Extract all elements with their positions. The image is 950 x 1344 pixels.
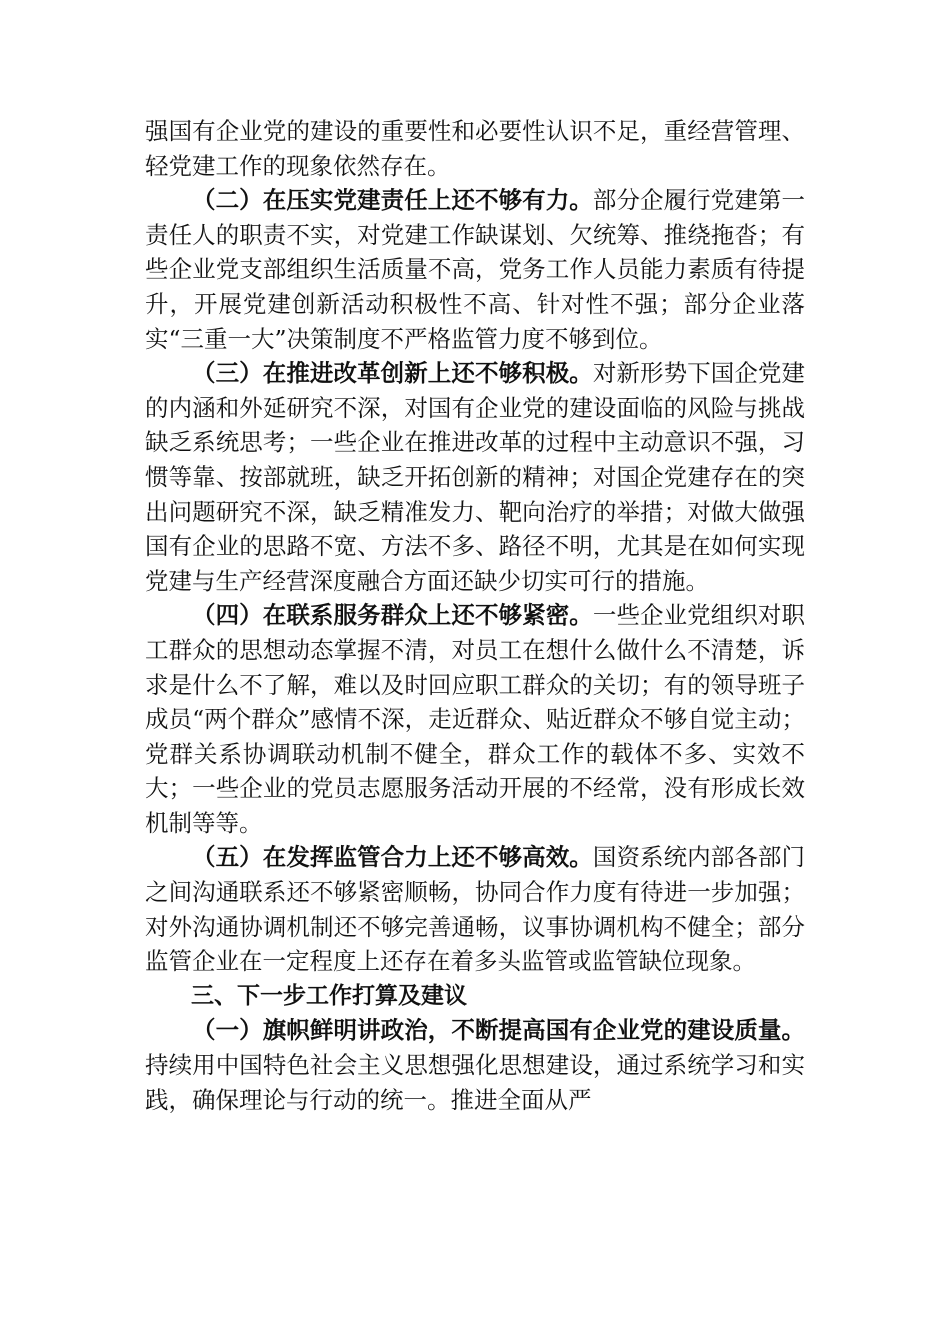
paragraph-body: 一些企业党组织对职工群众的思想动态掌握不清，对员工在想什么做什么不清楚，诉求是什么不了解，难以及时回应职工群众的关切；有的领导班子成员“两个群众”感情不深，走近群众、贴近群众不够自觉主动；党群关系协调联动机制不健全，群众工作的载体不多、实效不大；一些企业的党员志愿服务活动开展的不经常，没有形成长效机制等等。 [145, 601, 805, 837]
paragraph-item-2 [145, 183, 805, 356]
paragraph-item-4 [145, 598, 805, 840]
paragraph-lead: （三）在推进改革创新上还不够积极。 [192, 359, 593, 388]
paragraph-lead: （二）在压实党建责任上还不够有力。 [192, 186, 593, 215]
paragraph-body: 持续用中国特色社会主义思想强化思想建设，通过系统学习和实践，确保理论与行动的统一。推进全面从严 [145, 1051, 805, 1114]
paragraph-body: 强国有企业党的建设的重要性和必要性认识不足，重经营管理、轻党建工作的现象依然存在。 [145, 117, 805, 180]
paragraph-final [145, 1013, 805, 1117]
paragraph-lead: （五）在发挥监管合力上还不够高效。 [192, 843, 593, 872]
paragraph-item-3 [145, 356, 805, 598]
document-page [145, 114, 805, 1117]
paragraph-body: 部分企履行党建第一责任人的职责不实，对党建工作缺谋划、欠统筹、推绕拖沓；有些企业党支部组织生活质量不高，党务工作人员能力素质有待提升，开展党建创新活动积极性不高、针对性不强；部分企业落实“三重一大”决策制度不严格监管力度不够到位。 [145, 186, 805, 353]
paragraph-lead: （一）旗帜鲜明讲政治，不断提高国有企业党的建设质量。 [192, 1016, 805, 1045]
paragraph-lead: （四）在联系服务群众上还不够紧密。 [192, 601, 593, 630]
paragraph-item-5 [145, 840, 805, 978]
paragraph-body: 对新形势下国企党建的内涵和外延研究不深，对国有企业党的建设面临的风险与挑战缺乏系统思考；一些企业在推进改革的过程中主动意识不强，习惯等靠、按部就班，缺乏开拓创新的精神；对国企党建存在的突出问题研究不深，缺乏精准发力、靶向治疗的举措；对做大做强国有企业的思路不宽、方法不多、路径不明，尤其是在如何实现党建与生产经营深度融合方面还缺少切实可行的措施。 [145, 359, 805, 595]
paragraph-body: 国资系统内部各部门之间沟通联系还不够紧密顺畅，协同合作力度有待进一步加强；对外沟通协调机制还不够完善通畅，议事协调机构不健全；部分监管企业在一定程度上还存在着多头监管或监管缺位现象。 [145, 843, 805, 976]
section-heading: 三、下一步工作打算及建议 [191, 982, 467, 1009]
paragraph-continuation [145, 114, 805, 183]
